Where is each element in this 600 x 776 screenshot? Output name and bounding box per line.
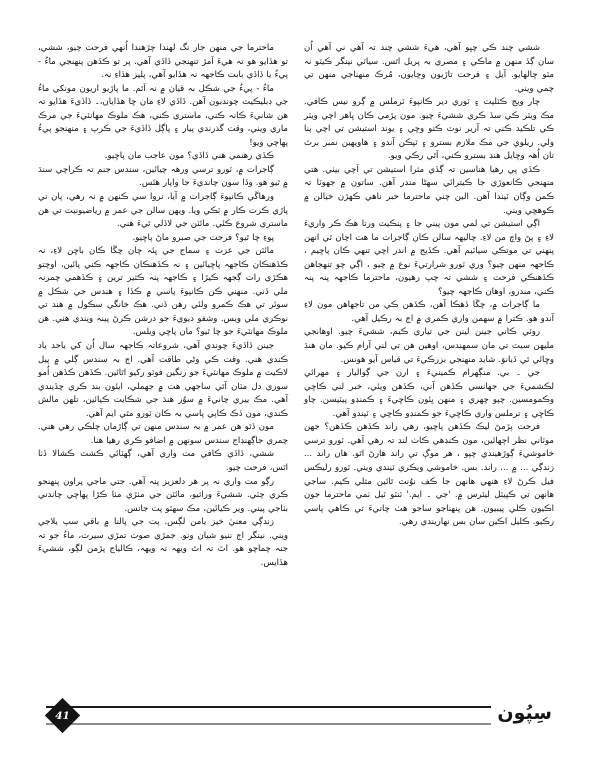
page-footer: [38, 700, 554, 734]
paragraph: زندڳي معنيٰ خيز يامن لڳس. پت جي پالنا ۾ باقي سپ يلاجي ويني. نينگر اڄ ننيو شيان ونو. جمڙي صوت تمڙي سيرت، ماءُ جو تہ جنہ چماچو هو. اٿ تہ اٿ ويهہ تہ ويهہ، ڪالياج پڙمن لڳو، ششيءَ هڏايس.: [38, 517, 288, 568]
paragraph: ورهاڱي ڪانپوءَ ڳاجرات ۾ آيا، نروا سي ڪنهن ۾ نہ رهي، پان تي پاڙي ڪرت ڪار ۾ ٽڪي ويا. ويهن سالن جي عمر ۾ رياضيونيٽ تي هن ماستري شروع ڪئي. مائٽن جي لاڏلي ٿيءَ هني.: [38, 192, 288, 230]
paragraph: ڪڏي پي رهيا هناسين تہ ڳڏي مثرا استيشن تي اَچي بيٺي. هتي منهنجي ڪانعوڙي جا ڪيترائي سهڻا مندر آهن. ساتون ۾ جهوٽا تہ ڪمن وڳان ٽيندا آهن. الين چني ماحترما خبر ناهي ڪهڙن خيالن ۾ ڪوهڇي ويني.: [304, 164, 554, 216]
paragraph: مائٽن جي عزت ۽ سماج جي ڀئہ چان چڱا ڪان باڇن لاءِ، نہ ڪڏهنڪان ڪاجهہ پاڇيائين ۽ نہ ڪڏهنڪان ڪاجهہ ڪني پائين، اوچتو هڪڙي رات ڳجھہ ڪيڙا ۽ ڪاجهہ پنہ ڪثير ترين ۽ ڪڏهمي چمرنہ ملي ڏني. منهني ڪن ڪانپوءَ پاسي ۾ ڪڏا ۽ هندس جي شڪل ۾ سوئر تي هڪ ڪمرو ولئي رهن ڏني. هڪ خانگي سڪول ۾ هند تي نوڪري ملي ويس. وشفو ديويءَ جو درشن ڪرڻ پينہ ويندي هني. هن ملوڪ مهانٽيءَ جو چا ٿيو؟ مان پاڇي ويلس.: [38, 246, 288, 338]
paragraph: پوءِ چا ٿيو؟ فرحت جي صبرو ماڻ پاڇيو.: [132, 232, 274, 243]
article-body: [38, 42, 554, 692]
paragraph: ششي چند ڪي چڀو آهي، هيءَ ششي چند تہ آهي ني آهي اُن سان ڳڏ منهن ۾ ماڪي ۽ مصري بہ پريل اٿس. سياٽي نينگر ڪيٽو نہ مٽو ڇالھايو. آيل ۽ فرحت تاڙيون وڇايون، مُرڪ منهناجي منهن تي چمي ويني.: [304, 43, 554, 94]
footer-rule-bottom: [46, 723, 554, 725]
paragraph: ڪڏي رهنمي هني ڏاڏي؟ مون عاجب مان پاڇيو.: [104, 151, 274, 162]
paragraph: چار ويج ڪٽليت ۽ ٽوري دير ڪانپوءَ ٽرملس ۾ ڳرو نيس ڪافي. مڪ ويٽر ڪي سڏ ڪري ششيءَ چيو. مون پڙمي ڪان ڀاهر اچي ويٽر ڪي تلڪيد ڪني تہ آرير نوٽ ڪنو وڇي ۽ يوند استيشن تي اچي پنا ولي. ريلوي جي مڪ ملازم بسترو ۽ ٽپڪن آندو ۽ هاويهين نمبر برٿ تان اُهہ وڇايل هنڊ بسترو ڪني، اَٿي رڪي ويو.: [304, 97, 554, 162]
magazine-masthead: سِپُون: [491, 700, 554, 726]
paragraph: اڳي استيشن تي لمي مون پيني جا ۽ پنڪيٽ ورتا هڪ ڪر واريءَ لاءِ ۽ پڻ واچ من لاءِ. چاليهہ سالن ڪان ڳاجرات ما هت اچان ٿي انهن پنهني تي موتڪي سياٽيم آهي. ڪڏيج ۾ اندر اچي تنهي ڪان پاڇيم ، ڪاجهہ منهن چيو؟ وري ٽورو شرارتيءَ نوع ۾ چيو ، اڳي چو تنهجاهن ڪڏهنڪي فرحت ۽ ششي تہ چپ رهيون، ماحترما ڪاجهہ پنہ پنہ ڪني، مندرو، اوهان ڪاجهہ چيو؟: [304, 219, 554, 297]
paragraph: روٽي ڪاني جينن لينن جي تياري ڪيم، ششيءَ چيو. اوهانجي مليهن سيٽ تي مان سمهندس، اوهين هن تي لني آرام ڪيو. مان هنڌ وڇائي ٿي ڏيانوَ. شايد منهنجي بزرڪيءَ تي قياس آيو هونس.: [304, 327, 554, 365]
paragraph: ما ڳاجرات ۾، چڱا ڏهڪا آهن، ڪڏهن ڪي من تاجهاهن مون لاءِ آندو هو. ڪترا ۾ سهمن واري ڪمري ۾ اڄ بہ رڪيل آهي.: [304, 300, 554, 324]
footer-rule-top: [46, 706, 554, 708]
paragraph: ڳاجرات ۾، ٽورو ترسي ورهہ چيائين، سندس جنم تہ ڪراچي سنڌ ۾ ٿيو هو. وڏا سون چانديءَ جا واپار هئس.: [38, 164, 288, 189]
paragraph: ششي، ڏاڏي ڪافي مت واري آهي، ڳهٽائي ڪشٽ ڪشالا ڏٺا اٿس، فرحت چيو.: [38, 449, 288, 473]
paragraph: فرحت پڙمڻ ليڪ ڪڏهن پاڇيو، رهي راند ڪڏهن ڪڏهن؟ جهن موٽاني نظر اڄهائين، مون ڪنڊهي ڪاٺ لنڊ تہ رهي آهي. ٽورو ترسي خاموشيءَ ڳوڙهيندي چپو ، هر موڳ تي راند هارڻ اٿو. هان راند ... زندڳي ... ۾ ... راند. بس. خاموشي ويڪري ٽيندي ويني. ٽورو رليڪس فيل ڪرڻ لاءِ هنهي هانهن جا ڪف نوُنٽ ٿائين مثلي ڪيم. ساجي هانهن تي ڪپيٽل ليٽرس ۾. 'جي ۔ ايم.' ٽنٽو ٽيل ٺمي ماحترما جون اڪيون ڪلي پيبيون. هن پنهناجو ساجو هٺ چاتيءَ تي ڪاهي پاسي رڪيو. ڪليل اڪين سان بس نهاريندي رهي.: [304, 422, 554, 528]
paragraph: ماحترما جي منهن جار نگ لهندا چڙهندا اُنھي فرحت چيو، ششي، تو هڏايو هو تہ هيءَ اَمڙ تنهنجي ڏاڏي آهي. پر تو ڪڏهن پنهنجي ماءُ - پيءُ يا ڏاڏي بابت ڪاجھہ نہ هڏايو آهي، پليز هڏاءِ نہ.: [38, 43, 288, 81]
paragraph: مون ڏٿو هن عمر ۾ بہ سندس منهن تي ڳاڙمان چلڪي رهي هني. چمري جاڳهنڊاج سندس سونهن ۾ اضافو ڪري رهيا هنا.: [38, 422, 288, 446]
paragraph: ماءُ - پيءُ جي شڪل بہ قيان ۾ نہ اَٿم. ما پاڙيو اريون مونکي ماءُ جي ڊبليڪيٽ چوندبون آهن. ڏاڏي لاءِ مان چا هڏايان،۔ ڏاڏيءَ هڏايو تہ هن شانيءَ ڪانہ ڪني، ماستري ڪني، هڪ ملوڪ مهانٽيءَ جي مرڪ ماري ويني، وقت گذرندي پيار ۽ پاڳل ڏاڏيءَ جي ڪرپ ۽ منهنجو پيءُ پھاچي ويو!: [38, 83, 288, 148]
paragraph: رڳو مت واري نہ پر هر دلعزيز پنہ آهي. جتي ماجي پراون پنهنجو ڪري چٽي. ششيءَ وراثيو، مائٽن جي مٺڙي مٺا ڪڙا پهاچي چاندني بٺاجي پيني. وير ڪيائين، مڪ سهٽو پت جانس.: [38, 476, 288, 514]
text-column-left: [38, 42, 288, 692]
text-column-right: [304, 42, 554, 692]
paragraph: جينن ڏاڏيءَ چوندي آهي، شروعاتہ ڪاجهہ سال اُن کي ياحد ياد ڪندي هني. وقت ڪي وڻي طاقت آهي. اڄ بہ سندس ڳلي ۾ پيل لاڪيٽ ۾ ملوڪ مهانٽيءَ جو رنگين فوٽو ركيو اٿائين. ڪڏهن ڪڏهن اُمو سوري دل مٽان آٿي ساجھي هت ۾ جهملي، ايئون بند ڪري چڏيندي آهي. مڪ ييري چانيءَ ۾ سوُر هنڌ جي شڪايت ڪيائين، تلهن مالش ڪندي، مون ڏڪ ڪاپي پاسي بہ ڪان ٽورو مٿي ايم آهي.: [38, 341, 288, 419]
page-number: 41: [55, 709, 70, 722]
paragraph: جي ۔ بي. منڳهرام ڪمينيءَ ۽ ارن جي ڳواليار ۽ مهرائي لڪشميءَ جي جهانسي ڪڏهن آني، ڪڏهن ويئي، خبر لني ڪاڇي وڪمومسين. چپو چهري ۽ منهن ڀئون ڪاڇيءَ ۽ ڪمنڊو پيٽيسن. چاو ڪاڇي ۽ ترملس واري ڪاڇيءَ جو ڪمنڊو ڪاڇي ۽ ٽيندو آهي.: [304, 368, 554, 419]
